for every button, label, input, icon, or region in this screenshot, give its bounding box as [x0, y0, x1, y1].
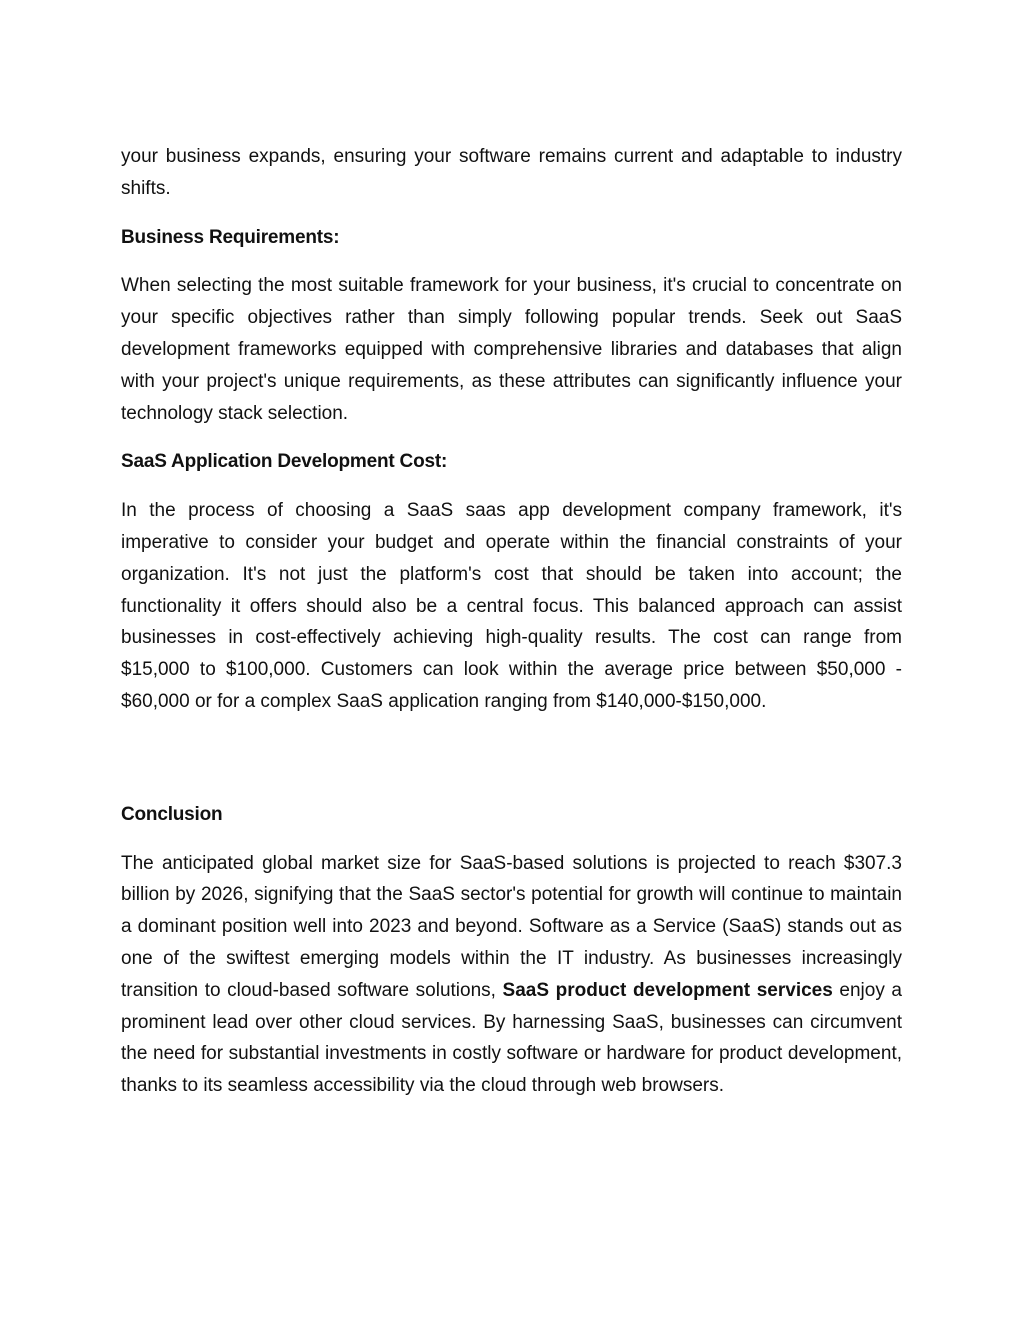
cost-heading: SaaS Application Development Cost:: [121, 451, 448, 473]
conclusion-heading: Conclusion: [121, 803, 223, 825]
business-requirements-paragraph: When selecting the most suitable framework for your business, it's crucial to concentrate on your specific objectives rather than simply following popular trends. Seek out SaaS development frameworks equipped with comprehensive libraries and databases that align with your project's unique requirements, as these attributes can significantly influence your technology stack selection.: [121, 275, 902, 424]
business-requirements-heading: Business Requirements:: [121, 226, 340, 248]
conclusion-text-part2: enjoy a prominent lead over other cloud services. By harnessing SaaS, businesses can circumvent the need for substantial investments in costly software or hardware for product development, thanks to its seamless accessibility via the cloud through web browsers.: [121, 979, 903, 1097]
intro-continuation-paragraph: your business expands, ensuring your software remains current and adaptable to industry shifts.: [121, 146, 902, 199]
section-spacer: [121, 718, 902, 799]
cost-paragraph: In the process of choosing a SaaS saas app development company framework, it's imperative to consider your budget and operate within the financial constraints of your organization. It's not just the platform's cost that should be taken into account; the functionality it offers should also be a central focus. This balanced approach can assist businesses in cost-effectively achieving high-quality results. The cost can range from $15,000 to $100,000. Customers can look within the average price between $50,000 - $60,000 or for a complex SaaS application ranging from $140,000-$150,000.: [121, 500, 902, 712]
conclusion-paragraph: [121, 848, 902, 1102]
conclusion-text-part1: The anticipated global market size for SaaS-based solutions is projected to reach $307.3 billion by 2026, signifying that the SaaS sector's potential for growth will continue to maintain a dominant position well into 2023 and beyond. Software as a Service (SaaS) stands out as one of the swiftest emerging models within the IT industry. As businesses increasingly transition to cloud-based software solutions,: [121, 852, 902, 1001]
saas-product-development-services-text: SaaS product development services: [502, 979, 833, 1001]
document-page: [121, 141, 902, 1102]
